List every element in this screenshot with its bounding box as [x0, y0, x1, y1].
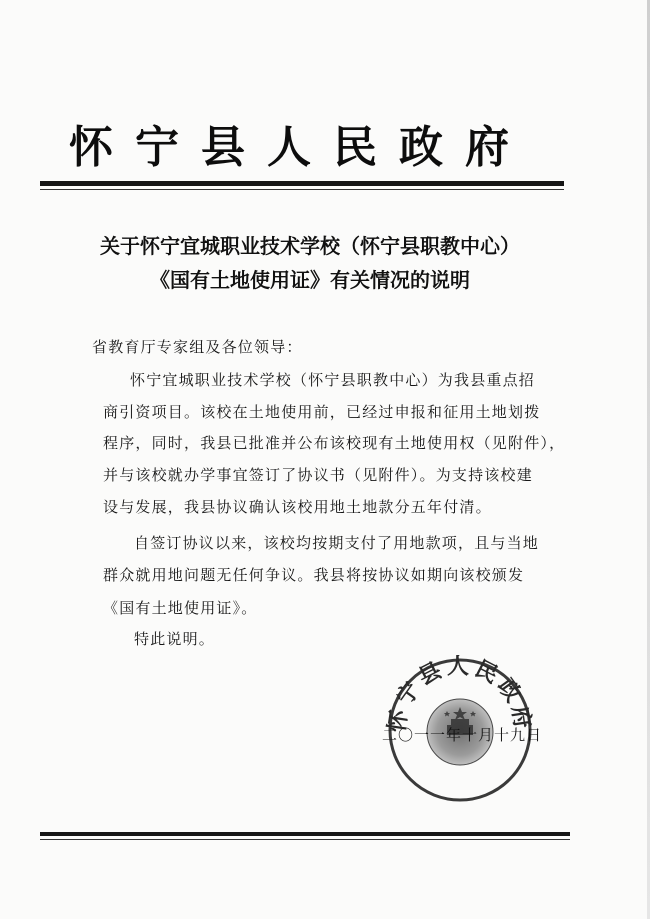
paragraph-1-line: 商引资项目。该校在土地使用前，已经过申报和征用土地划拨: [103, 403, 541, 421]
document-title-line-1: 关于怀宁宜城职业技术学校（怀宁县职教中心）: [100, 234, 520, 258]
issuer-heading: 怀宁县人民政府: [69, 122, 531, 173]
footer-rule-thin: [40, 839, 570, 840]
paragraph-1-line: 怀宁宜城职业技术学校（怀宁县职教中心）为我县重点招: [130, 371, 536, 389]
paragraph-1-line: 并与该校就办学事宜签订了协议书（见附件）。为支持该校建: [103, 466, 533, 484]
document-title-line-2: 《国有土地使用证》有关情况的说明: [150, 268, 470, 292]
closing-line: 特此说明。: [134, 630, 216, 648]
paragraph-1-line: 程序，同时，我县已批准并公布该校现有土地使用权（见附件），: [103, 434, 566, 452]
salutation: 省教育厅专家组及各位领导：: [92, 338, 303, 356]
header-rule-thick: [40, 181, 564, 186]
paragraph-2-line: 群众就用地问题无任何争议。我县将按协议如期向该校颁发: [103, 566, 525, 584]
paragraph-2-line: 自签订协议以来，该校均按期支付了用地款项，且与当地: [134, 534, 540, 552]
footer-rule-thick: [40, 832, 570, 836]
header-rule-thin: [40, 189, 564, 190]
paragraph-2-line: 《国有土地使用证》。: [103, 599, 258, 617]
paragraph-1-line: 设与发展，我县协议确认该校用地土地款分五年付清。: [103, 498, 492, 516]
issue-date: 二〇一一年十月十九日: [382, 726, 543, 744]
seal-text: 怀宁县人民政府: [385, 655, 535, 734]
